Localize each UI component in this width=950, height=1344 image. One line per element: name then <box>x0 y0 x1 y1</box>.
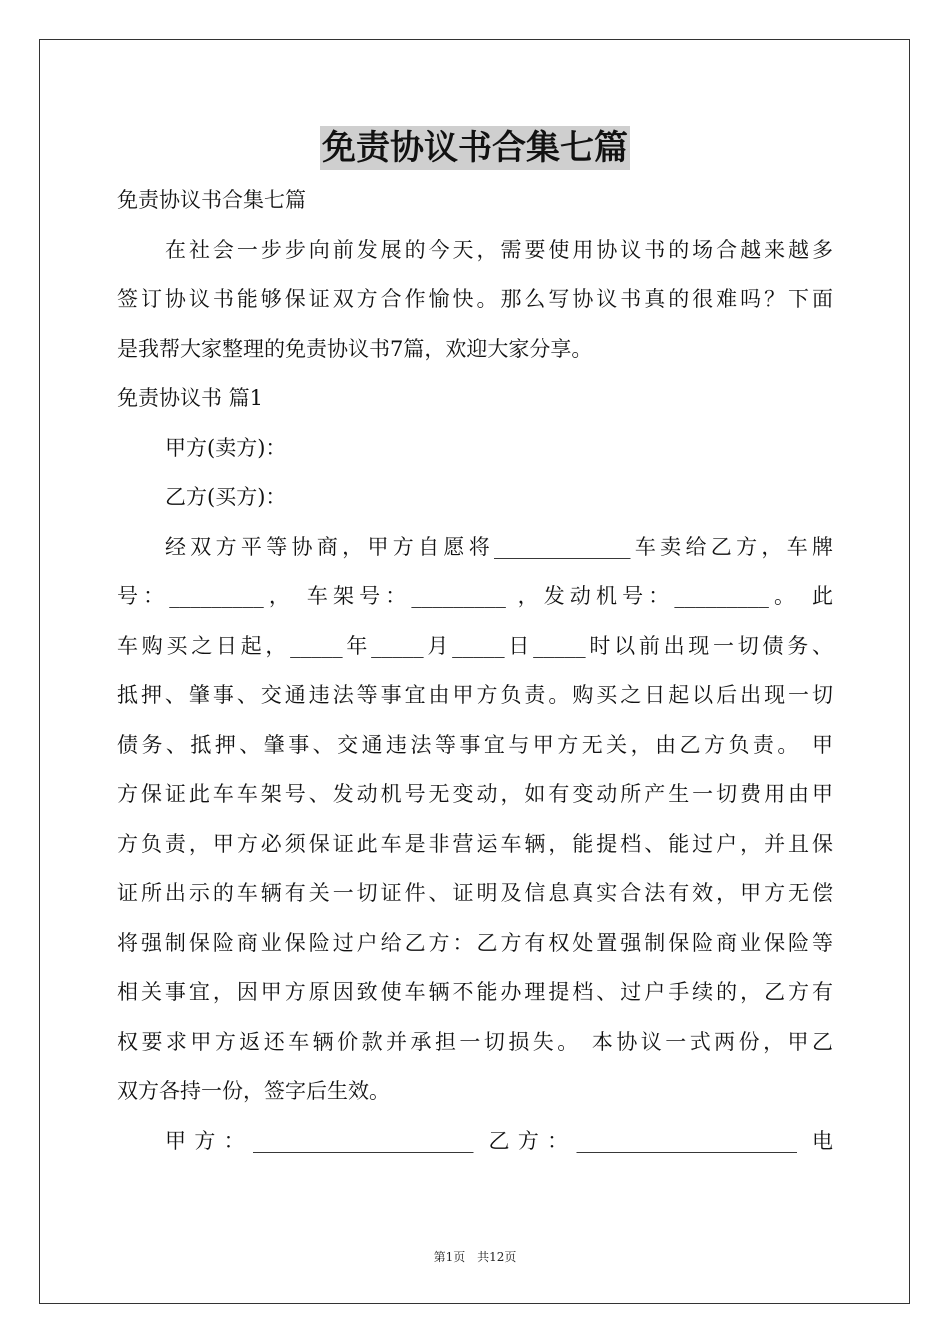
text-line: 双方各持一份，签字后生效。 <box>117 1079 390 1103</box>
text-line: 签订协议书能够保证双方合作愉快。那么写协议书真的很难吗？下面 <box>117 287 833 311</box>
text-line: 将强制保险商业保险过户给乙方：乙方有权处置强制保险商业保险等 <box>117 930 833 955</box>
text-line: 证所出示的车辆有关一切证件、证明及信息真实合法有效，甲方无偿 <box>117 881 833 905</box>
text-line: 免责协议书合集七篇 <box>117 188 306 212</box>
text-line: 经双方平等协商，甲方自愿将_____________车卖给乙方，车牌 <box>165 534 833 559</box>
text-line: 号：_________， 车架号：_________ ，发动机号：_________。 此 <box>117 584 833 608</box>
text-line: 甲方(卖方)： <box>165 435 287 460</box>
text-line: 甲方：_____________________ 乙方：_____________________ 电 <box>165 1128 833 1153</box>
text-line: 在社会一步步向前发展的今天，需要使用协议书的场合越来越多 <box>165 237 833 262</box>
document-title: 免责协议书合集七篇 <box>322 128 628 168</box>
text-line: 抵押、肇事、交通违法等事宜由甲方负责。购买之日起以后出现一切 <box>117 683 833 707</box>
text-line: 方负责，甲方必须保证此车是非营运车辆，能提档、能过户，并且保 <box>117 831 833 856</box>
text-line: 权要求甲方返还车辆价款并承担一切损失。 本协议一式两份，甲乙 <box>117 1029 833 1054</box>
page-footer <box>0 1248 950 1265</box>
text-line: 免责协议书 篇1 <box>117 386 264 410</box>
text-line: 债务、抵押、肇事、交通违法等事宜与甲方无关，由乙方负责。 甲 <box>117 732 833 757</box>
page-number: 第1页 <box>433 1250 466 1264</box>
document-body <box>117 176 833 1166</box>
text-line: 是我帮大家整理的免责协议书7篇，欢迎大家分享。 <box>117 336 593 361</box>
text-line: 乙方(买方)： <box>165 485 287 509</box>
text-line: 相关事宜，因甲方原因致使车辆不能办理提档、过户手续的，乙方有 <box>117 980 833 1004</box>
text-line: 方保证此车车架号、发动机号无变动，如有变动所产生一切费用由甲 <box>117 782 833 806</box>
page-total: 共12页 <box>477 1250 517 1264</box>
text-line: 车购买之日起，_____年_____月_____日_____时以前出现一切债务、 <box>117 633 833 658</box>
title-container <box>0 126 950 170</box>
